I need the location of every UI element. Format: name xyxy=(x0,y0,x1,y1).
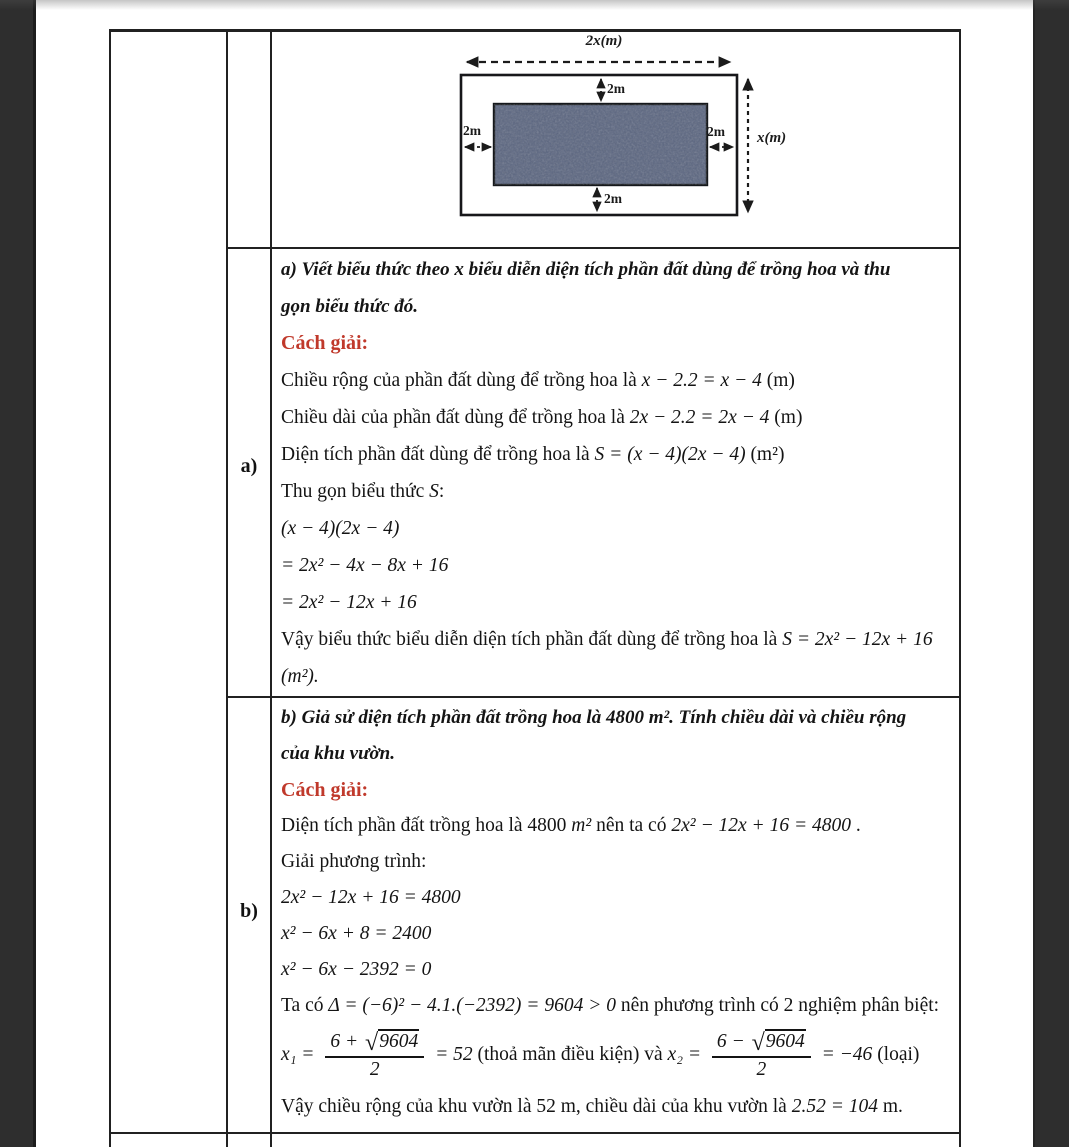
text-segment: nên phương trình có 2 nghiệm phân biệt: xyxy=(616,995,940,1016)
text-segment: b) Giả sử diện tích phần đất trồng hoa là 4800 m². Tính chiều dài và chiều rộng xyxy=(281,707,907,728)
x1-result: = 52 xyxy=(430,1044,473,1065)
text-segment: (m²). xyxy=(281,665,319,687)
text-segment: Diện tích phần đất trồng hoa là 4800 xyxy=(281,815,572,836)
text-segment: Diện tích phần đất dùng để trồng hoa là xyxy=(281,443,595,465)
row-a-solution-text xyxy=(281,251,958,695)
text-segment: nên ta có xyxy=(591,815,672,836)
roots-tail-text: (loại) xyxy=(872,1044,920,1065)
fraction-x1-denominator: 2 xyxy=(369,1059,380,1080)
table-border-right xyxy=(959,29,961,1147)
diagram-label-x: x(m) xyxy=(757,130,787,146)
text-segment: x² − 6x − 2392 = 0 xyxy=(281,959,432,980)
diagram-label-2x: 2x(m) xyxy=(585,33,623,49)
text-segment: của khu vườn. xyxy=(281,743,395,764)
text-segment: Chiều rộng của phần đất dùng để trồng hoa là xyxy=(281,369,642,391)
text-segment: = 2x² − 4x − 8x + 16 xyxy=(281,554,449,576)
text-line xyxy=(281,510,958,547)
text-segment: S = (x − 4)(2x − 4) xyxy=(594,443,746,465)
text-segment: : xyxy=(438,480,445,502)
text-segment: Ta có xyxy=(281,995,329,1016)
text-line xyxy=(281,880,958,916)
text-line xyxy=(281,584,958,621)
text-line xyxy=(281,658,958,695)
diagram-label-margin-bottom: 2m xyxy=(604,191,622,206)
text-segment: 2x² − 12x + 16 = 4800 xyxy=(281,887,461,908)
text-line xyxy=(281,473,958,510)
text-segment: . xyxy=(850,815,861,836)
text-line xyxy=(281,700,958,736)
text-line xyxy=(281,916,958,952)
text-line xyxy=(281,844,958,880)
text-segment: Vậy chiều rộng của khu vườn là 52 m, chiều dài của khu vườn là xyxy=(281,1096,792,1117)
roots-mid-text: (thoả mãn điều kiện) và xyxy=(472,1044,668,1065)
text-segment: Thu gọn biểu thức xyxy=(281,480,430,502)
text-line xyxy=(281,362,958,399)
solution-roots-line xyxy=(281,1024,958,1086)
sqrt-icon: √ xyxy=(365,1030,379,1056)
text-segment: (m) xyxy=(761,369,795,391)
text-segment: (m) xyxy=(769,406,803,428)
diagram-label-margin-left: 2m xyxy=(463,123,481,138)
table-divider-2 xyxy=(270,29,272,1147)
text-line xyxy=(281,808,958,844)
sqrt-icon: √ xyxy=(751,1030,765,1056)
text-segment: x − 2.2 = x − 4 xyxy=(641,369,762,391)
text-line xyxy=(281,952,958,988)
fraction-x1-numerator xyxy=(325,1029,424,1058)
row-b-solution-text xyxy=(281,700,958,1125)
text-segment: S = 2x² − 12x + 16 xyxy=(782,628,933,650)
row-divider-bottom xyxy=(109,1132,961,1134)
text-segment: Cách giải: xyxy=(281,778,369,801)
row-a-label: a) xyxy=(240,455,258,477)
text-segment: 2.52 = 104 xyxy=(791,1096,879,1117)
x2-result: = −46 xyxy=(816,1044,873,1065)
text-line xyxy=(281,772,958,808)
text-segment: m² xyxy=(571,815,592,836)
garden-diagram xyxy=(430,30,805,235)
row-b-lines-after xyxy=(281,1089,958,1125)
fraction-x2-denominator: 2 xyxy=(756,1059,767,1080)
text-segment: 2x² − 12x + 16 = 4800 xyxy=(671,815,851,836)
text-line xyxy=(281,988,958,1024)
flower-bed-texture xyxy=(494,104,707,185)
row-b-label: b) xyxy=(240,900,258,922)
top-shadow xyxy=(0,0,1069,10)
row-b-lines-before xyxy=(281,700,958,1024)
x1-radicand: 9604 xyxy=(379,1031,419,1052)
text-segment: Δ = (−6)² − 4.1.(−2392) = 9604 > 0 xyxy=(328,995,616,1016)
row-divider-diagram-a xyxy=(226,247,961,249)
fraction-x2 xyxy=(712,1029,811,1081)
table-border-left xyxy=(109,29,111,1147)
text-line xyxy=(281,1089,958,1125)
text-line xyxy=(281,288,958,325)
right-dark-edge xyxy=(1033,0,1069,1147)
left-dark-edge xyxy=(0,0,36,1147)
x1-num-pre: 6 + xyxy=(330,1031,364,1052)
text-segment: m. xyxy=(878,1096,903,1117)
fraction-x2-numerator xyxy=(712,1029,811,1058)
x2-num-pre: 6 − xyxy=(716,1031,750,1052)
text-segment: x² − 6x + 8 = 2400 xyxy=(281,923,432,944)
text-line xyxy=(281,399,958,436)
text-segment: (m²) xyxy=(745,443,785,465)
text-segment: 2x − 2.2 = 2x − 4 xyxy=(629,406,770,428)
x1-lead: x₁ = xyxy=(281,1044,320,1065)
text-segment: S xyxy=(429,480,439,502)
text-segment: = 2x² − 12x + 16 xyxy=(281,591,417,613)
x2-lead: x₂ = xyxy=(667,1044,706,1065)
text-segment: (x − 4)(2x − 4) xyxy=(281,517,400,539)
x2-radicand: 9604 xyxy=(765,1031,805,1052)
text-line xyxy=(281,436,958,473)
table-divider-1 xyxy=(226,29,228,1147)
text-segment: gọn biểu thức đó. xyxy=(281,295,419,317)
text-segment: a) Viết biểu thức theo x biểu diễn diện tích phần đất dùng để trồng hoa và thu xyxy=(281,258,891,280)
text-line xyxy=(281,325,958,362)
text-segment: Cách giải: xyxy=(281,332,369,354)
text-segment: Chiều dài của phần đất dùng để trồng hoa là xyxy=(281,406,630,428)
diagram-label-margin-top: 2m xyxy=(607,81,625,96)
text-line xyxy=(281,251,958,288)
text-segment: Vậy biểu thức biểu diễn diện tích phần đất dùng để trồng hoa là xyxy=(281,628,783,650)
text-segment: Giải phương trình: xyxy=(281,851,427,872)
text-line xyxy=(281,547,958,584)
text-line xyxy=(281,736,958,772)
row-divider-a-b xyxy=(226,696,961,698)
text-line xyxy=(281,621,958,658)
fraction-x1 xyxy=(325,1029,424,1081)
diagram-label-margin-right: 2m xyxy=(707,124,725,139)
